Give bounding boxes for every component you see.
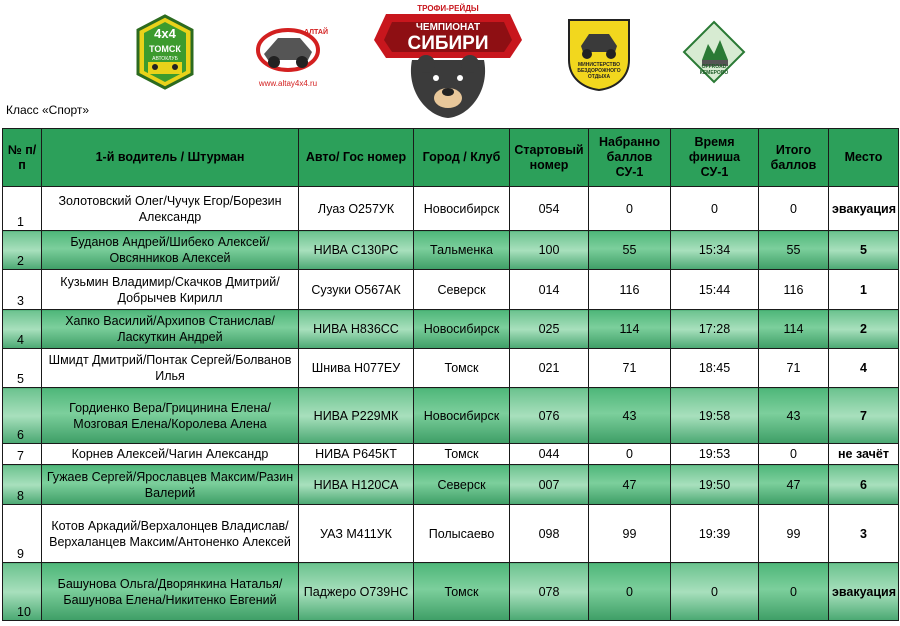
- cell-total: 55: [759, 231, 829, 270]
- cell-place: эвакуация: [829, 563, 899, 621]
- cell-points: 0: [589, 187, 671, 231]
- cell-number: 6: [3, 388, 42, 444]
- cell-place: 7: [829, 388, 899, 444]
- chempionat-sibiri-logo: [366, 0, 530, 120]
- cell-start-number: 076: [510, 388, 589, 444]
- cell-crew: Котов Аркадий/Верхалонцев Владислав/Верхаланцев Максим/Антоненко Алексей: [42, 505, 299, 563]
- cell-start-number: 014: [510, 270, 589, 310]
- header-points: Набранно баллов СУ-1: [589, 129, 671, 187]
- cell-total: 0: [759, 444, 829, 465]
- cell-start-number: 054: [510, 187, 589, 231]
- cell-number: 10: [3, 563, 42, 621]
- cell-car: Паджеро О739НС: [299, 563, 414, 621]
- altay-logo-top: АЛТАЙ: [304, 29, 328, 36]
- sibiri-logo-top: ТРОФИ-РЕЙДЫ: [417, 4, 479, 13]
- cell-start-number: 007: [510, 465, 589, 505]
- cell-points: 43: [589, 388, 671, 444]
- cell-crew: Шмидт Дмитрий/Понтак Сергей/Болванов Илья: [42, 349, 299, 388]
- table-row: [3, 505, 899, 563]
- cell-finish-time: 0: [671, 563, 759, 621]
- cell-number: 2: [3, 231, 42, 270]
- cell-points: 99: [589, 505, 671, 563]
- table-row: [3, 349, 899, 388]
- cell-city: Новосибирск: [414, 310, 510, 349]
- sibiri-logo-line1: ЧЕМПИОНАТ: [415, 22, 481, 33]
- cell-city: Новосибирск: [414, 388, 510, 444]
- cell-place: 4: [829, 349, 899, 388]
- cell-finish-time: 19:53: [671, 444, 759, 465]
- table-row: [3, 310, 899, 349]
- ministry-offroad-logo: [563, 16, 635, 92]
- header-start-number: Стартовый номер: [510, 129, 589, 187]
- header-car: Авто/ Гос номер: [299, 129, 414, 187]
- cell-start-number: 100: [510, 231, 589, 270]
- cell-city: Томск: [414, 563, 510, 621]
- cell-city: Томск: [414, 444, 510, 465]
- cell-start-number: 078: [510, 563, 589, 621]
- cell-finish-time: 0: [671, 187, 759, 231]
- cell-place: не зачёт: [829, 444, 899, 465]
- header-place: Место: [829, 129, 899, 187]
- cell-total: 99: [759, 505, 829, 563]
- cell-number: 3: [3, 270, 42, 310]
- cell-start-number: 025: [510, 310, 589, 349]
- cell-car: УАЗ М411УК: [299, 505, 414, 563]
- cell-total: 43: [759, 388, 829, 444]
- cell-points: 55: [589, 231, 671, 270]
- cell-car: Шнива Н077ЕУ: [299, 349, 414, 388]
- cell-crew: Корнев Алексей/Чагин Александр: [42, 444, 299, 465]
- cell-crew: Гужаев Сергей/Ярославцев Максим/Разин Валерий: [42, 465, 299, 505]
- cell-car: НИВА С130РС: [299, 231, 414, 270]
- cell-finish-time: 15:44: [671, 270, 759, 310]
- cell-finish-time: 18:45: [671, 349, 759, 388]
- class-label: Класс «Спорт»: [6, 103, 90, 117]
- cell-total: 0: [759, 187, 829, 231]
- tomsk-logo-top: 4x4: [154, 26, 176, 41]
- cell-place: 3: [829, 505, 899, 563]
- cell-crew: Кузьмин Владимир/Скачков Дмитрий/Добрычев Кирилл: [42, 270, 299, 310]
- cell-points: 0: [589, 444, 671, 465]
- cell-car: НИВА Р645КТ: [299, 444, 414, 465]
- table-row: [3, 563, 899, 621]
- altay-4x4-logo: [248, 24, 328, 90]
- cell-place: 5: [829, 231, 899, 270]
- ministry-logo-text: МИНИСТЕРСТВО БЕЗДОРОЖНОГО ОТДЫХА: [577, 62, 621, 80]
- cell-points: 47: [589, 465, 671, 505]
- cell-total: 47: [759, 465, 829, 505]
- cell-city: Томск: [414, 349, 510, 388]
- cell-car: Сузуки О567АК: [299, 270, 414, 310]
- cell-number: 8: [3, 465, 42, 505]
- sibiri-logo-line2: СИБИРИ: [407, 33, 489, 54]
- cell-start-number: 021: [510, 349, 589, 388]
- cell-finish-time: 15:34: [671, 231, 759, 270]
- table-header-row: [3, 129, 899, 187]
- cell-total: 71: [759, 349, 829, 388]
- cell-place: 1: [829, 270, 899, 310]
- cell-start-number: 098: [510, 505, 589, 563]
- cell-finish-time: 17:28: [671, 310, 759, 349]
- cell-number: 4: [3, 310, 42, 349]
- cell-city: Северск: [414, 465, 510, 505]
- table-row: [3, 270, 899, 310]
- cell-place: 2: [829, 310, 899, 349]
- cell-car: НИВА Р229МК: [299, 388, 414, 444]
- header-number: № п/п: [3, 129, 42, 187]
- cell-start-number: 044: [510, 444, 589, 465]
- cell-city: Полысаево: [414, 505, 510, 563]
- cell-points: 0: [589, 563, 671, 621]
- tomsk-logo-bottom: ТОМСК: [149, 44, 181, 54]
- tomsk-4x4-logo: [134, 14, 196, 90]
- header-finish-time: Время финиша СУ-1: [671, 129, 759, 187]
- cell-city: Новосибирск: [414, 187, 510, 231]
- cell-city: Тальменка: [414, 231, 510, 270]
- results-table: [2, 128, 899, 621]
- cell-points: 114: [589, 310, 671, 349]
- cell-total: 116: [759, 270, 829, 310]
- cell-total: 0: [759, 563, 829, 621]
- cell-car: НИВА Н120СА: [299, 465, 414, 505]
- cell-city: Северск: [414, 270, 510, 310]
- cell-points: 116: [589, 270, 671, 310]
- cell-crew: Буданов Андрей/Шибеко Алексей/Овсянников Алексей: [42, 231, 299, 270]
- cell-finish-time: 19:50: [671, 465, 759, 505]
- table-row: [3, 444, 899, 465]
- header-crew: 1-й водитель / Штурман: [42, 129, 299, 187]
- cell-finish-time: 19:39: [671, 505, 759, 563]
- header-city: Город / Клуб: [414, 129, 510, 187]
- cell-crew: Хапко Василий/Архипов Станислав/Ласкуткин Андрей: [42, 310, 299, 349]
- cell-number: 7: [3, 444, 42, 465]
- logo-bar: [0, 0, 900, 100]
- cell-crew: Золотовский Олег/Чучук Егор/Борезин Александр: [42, 187, 299, 231]
- cell-car: Луаз О257УК: [299, 187, 414, 231]
- cell-finish-time: 19:58: [671, 388, 759, 444]
- cell-place: 6: [829, 465, 899, 505]
- kemerovo-logo-text: OFFROAD КЕМЕРОВО: [699, 64, 729, 76]
- header-total: Итого баллов: [759, 129, 829, 187]
- cell-number: 9: [3, 505, 42, 563]
- table-row: [3, 231, 899, 270]
- cell-place: эвакуация: [829, 187, 899, 231]
- cell-points: 71: [589, 349, 671, 388]
- table-row: [3, 388, 899, 444]
- cell-number: 5: [3, 349, 42, 388]
- cell-number: 1: [3, 187, 42, 231]
- offroad-kemerovo-logo: [682, 20, 746, 84]
- cell-crew: Башунова Ольга/Дворянкина Наталья/Башунова Елена/Никитенко Евгений: [42, 563, 299, 621]
- cell-crew: Гордиенко Вера/Грицинина Елена/Мозговая Елена/Королева Алена: [42, 388, 299, 444]
- altay-logo-url: www.altay4x4.ru: [258, 79, 318, 88]
- table-row: [3, 465, 899, 505]
- tomsk-logo-sub: АВТОКЛУБ: [152, 56, 178, 62]
- cell-car: НИВА Н836СС: [299, 310, 414, 349]
- table-row: [3, 187, 899, 231]
- cell-total: 114: [759, 310, 829, 349]
